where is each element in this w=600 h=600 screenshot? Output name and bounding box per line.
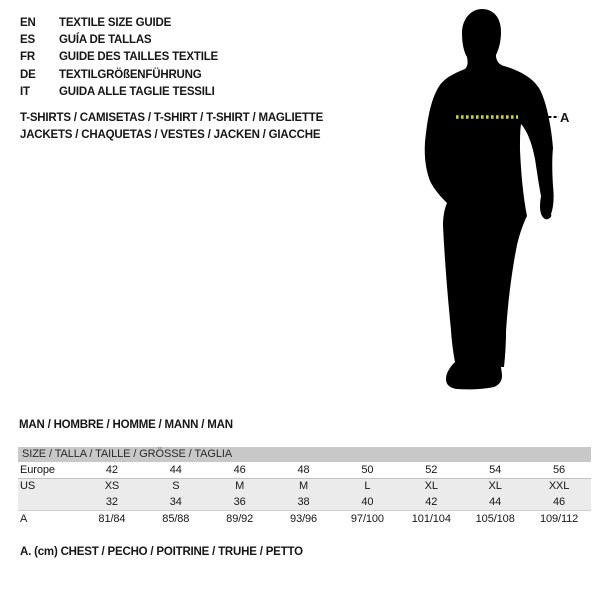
language-list [20,14,218,101]
language-code: FR [20,51,35,64]
table-cell: M [299,480,309,492]
table-row-us [18,479,591,495]
table-cell: M [235,480,245,492]
table-cell: 109/112 [539,513,579,525]
language-title: GUÍA DE TALLAS [59,34,152,47]
table-cell: 46 [553,495,566,508]
table-cell: XS [104,480,120,492]
language-title: TEXTILGRÖßENFÜHRUNG [59,68,202,81]
language-code: EN [20,16,36,29]
table-cell: 42 [105,464,118,476]
table-cell: 44 [489,495,502,508]
category-tshirts: T-SHIRTS / CAMISETAS / T-SHIRT / T-SHIRT / MAGLIETTE [20,112,324,124]
language-title: TEXTILE SIZE GUIDE [59,16,172,29]
table-cell: 36 [233,495,246,508]
table-cell: 52 [425,464,438,476]
table-cell: 81/84 [98,513,126,525]
table-cell: XL [424,480,438,492]
row-label: US [20,480,36,492]
garment-categories [20,110,323,144]
table-cell: 44 [169,464,182,476]
language-code: ES [20,34,35,47]
table-cell: 32 [105,495,118,508]
table-cell: 38 [297,495,310,508]
table-shaded-band [18,478,591,511]
table-cell: 85/88 [162,513,190,525]
table-cell: XXL [548,480,570,492]
language-row [20,49,218,66]
language-code: IT [20,86,30,99]
language-title: GUIDE DES TAILLES TEXTILE [59,51,218,64]
measure-label-a: A [560,110,570,125]
table-cell: 97/100 [350,513,384,525]
table-row-chest-a [18,511,591,527]
table-cell: 34 [169,495,182,508]
row-label: Europe [20,464,55,476]
man-silhouette-shape [425,9,554,389]
language-row [20,84,218,101]
table-cell: XL [488,480,502,492]
table-cell: S [172,480,180,492]
table-cell: 89/92 [226,513,254,525]
language-row [20,31,218,48]
table-cell: 101/104 [411,513,451,525]
table-cell: 54 [489,464,502,476]
table-row-numeric [18,495,591,511]
table-row-europe [18,462,591,478]
language-code: DE [20,68,36,81]
row-label [18,495,80,511]
row-label: A [20,513,28,525]
table-cell: 56 [553,464,566,476]
table-cell: 40 [361,495,374,508]
category-jackets: JACKETS / CHAQUETAS / VESTES / JACKEN / GIACCHE [20,129,321,141]
table-cell: 105/108 [475,513,515,525]
table-cell: 42 [425,495,438,508]
section-title-man: MAN / HOMBRE / HOMME / MANN / MAN [19,419,233,431]
measurement-footnote: A. (cm) CHEST / PECHO / POITRINE / TRUHE / PETTO [20,546,303,558]
language-row [20,66,218,83]
man-silhouette [400,0,600,400]
table-cell: 48 [297,464,310,476]
size-table [18,447,591,527]
language-title: GUIDA ALLE TAGLIE TESSILI [59,86,215,99]
table-cell: 50 [361,464,374,476]
table-cell: 46 [233,464,246,476]
language-row [20,14,218,31]
table-cell: L [364,480,371,492]
table-cell: 93/96 [290,513,318,525]
size-table-header: SIZE / TALLA / TAILLE / GRÖSSE / TAGLIA [18,447,591,462]
